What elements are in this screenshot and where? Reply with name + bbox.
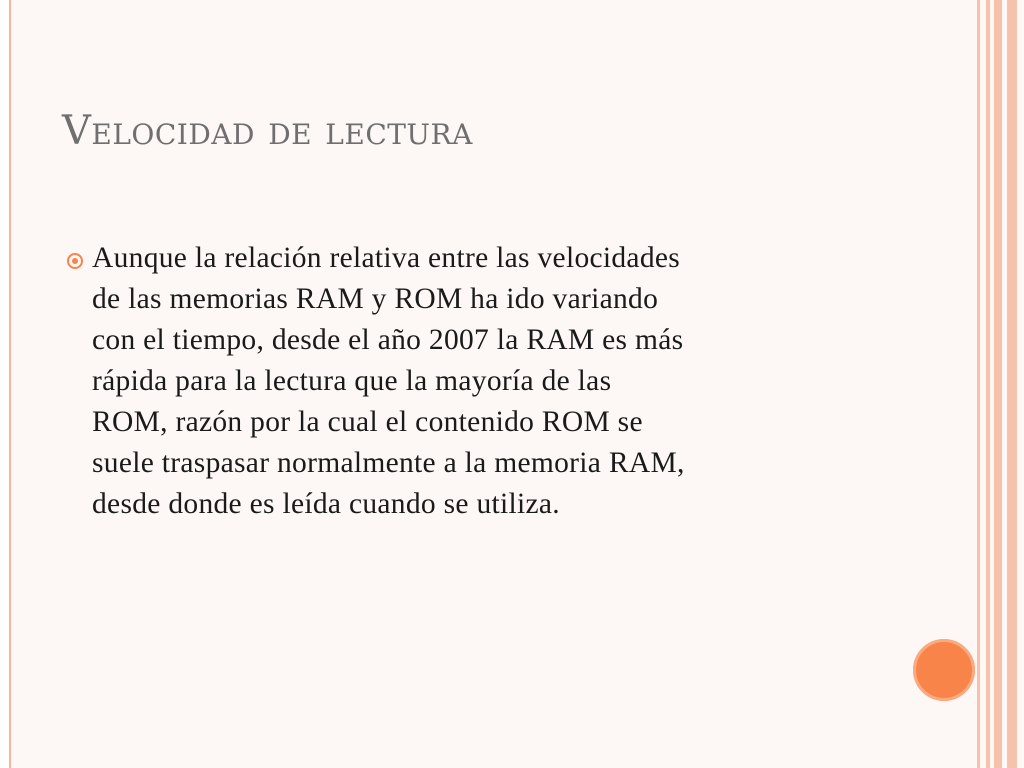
bullet-list (66, 238, 886, 525)
bullet-line: Aunque la relación relativa entre las velocidades (92, 242, 681, 274)
bullet-text (92, 238, 886, 525)
bullet-line: suele traspasar normalmente a la memoria RAM, (92, 447, 685, 479)
right-stripe (1017, 0, 1024, 768)
bullet-line: ROM, razón por la cual el contenido ROM se (92, 406, 643, 438)
bullet-line: de las memorias RAM y ROM ha ido variando (92, 283, 659, 315)
bullet-line: con el tiempo, desde el año 2007 la RAM es más (92, 324, 684, 356)
right-stripe (1007, 0, 1017, 768)
bullet-line: desde donde es leída cuando se utiliza. (92, 488, 560, 520)
bullet-item (66, 238, 886, 525)
right-stripe (994, 0, 1002, 768)
slide-title: Velocidad de lectura (62, 108, 473, 154)
orange-circle-decoration (913, 639, 975, 701)
bullet-line: rápida para la lectura que la mayoría de las (92, 365, 612, 397)
circle-bullet-icon (66, 252, 84, 270)
